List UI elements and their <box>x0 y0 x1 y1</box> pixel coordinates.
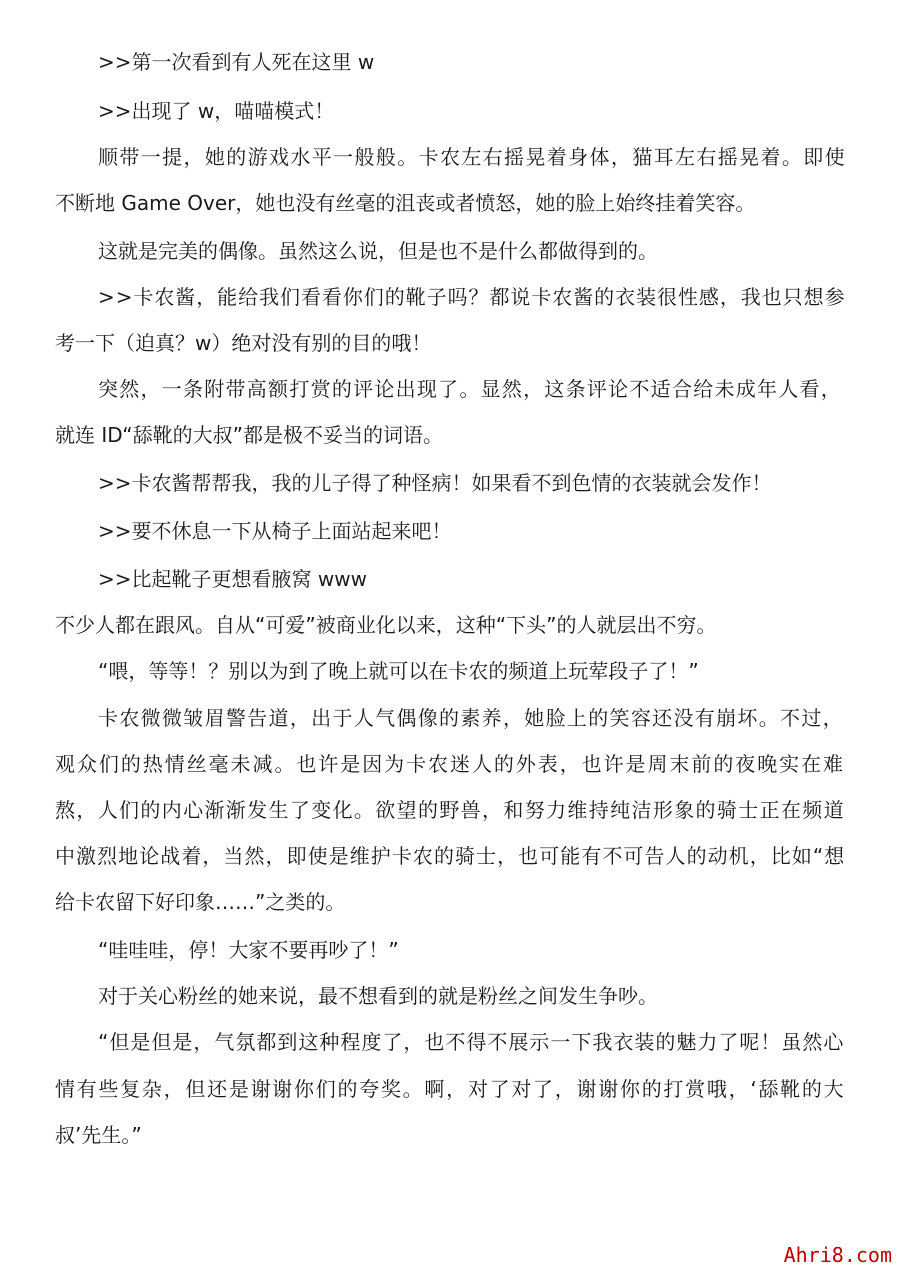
text-line: 给卡农留下好印象……”之类的。 <box>55 890 346 914</box>
text-line: 考一下（迫真？w）绝对没有别的目的哦！ <box>55 331 432 355</box>
text-line: >>比起靴子更想看腋窝 www <box>98 567 367 591</box>
text-line: “哇哇哇，停！大家不要再吵了！” <box>98 938 399 962</box>
text-line: 中激烈地论战着，当然，即使是维护卡农的骑士，也可能有不可告人的动机，比如“想 <box>55 844 846 868</box>
text-line: “但是但是，气氛都到这种程度了，也不得不展示一下我衣装的魅力了呢！虽然心 <box>98 1030 845 1054</box>
text-line: 叔’先生。” <box>55 1123 142 1147</box>
text-line: >>出现了 w，喵喵模式！ <box>98 99 335 123</box>
text-line: 卡农微微皱眉警告道，出于人气偶像的素养，她脸上的笑容还没有崩坏。不过， <box>98 706 844 730</box>
text-line: “喂，等等！？别以为到了晚上就可以在卡农的频道上玩荤段子了！” <box>98 659 699 683</box>
text-line: >>卡农酱，能给我们看看你们的靴子吗？都说卡农酱的衣装很性感，我也只想参 <box>98 285 846 309</box>
text-line: >>要不休息一下从椅子上面站起来吧！ <box>98 519 452 543</box>
text-line: 就连 ID“舔靴的大叔”都是极不妥当的词语。 <box>55 423 443 447</box>
text-line: 顺带一提，她的游戏水平一般般。卡农左右摇晃着身体，猫耳左右摇晃着。即使 <box>98 145 846 169</box>
text-line: 突然，一条附带高额打赏的评论出现了。显然，这条评论不适合给未成年人看， <box>98 377 842 401</box>
text-line: 观众们的热情丝毫未减。也许是因为卡农迷人的外表，也许是周末前的夜晚实在难 <box>55 752 845 776</box>
text-line: >>卡农酱帮帮我，我的儿子得了种怪病！如果看不到色情的衣装就会发作！ <box>98 471 772 495</box>
text-line: 不少人都在跟风。自从“可爱”被商业化以来，这种“下头”的人就层出不穷。 <box>55 613 717 637</box>
text-line: 不断地 Game Over，她也没有丝毫的沮丧或者愤怒，她的脸上始终挂着笑容。 <box>55 191 756 215</box>
text-line: 情有些复杂，但还是谢谢你们的夸奖。啊，对了对了，谢谢你的打赏哦，‘舔靴的大 <box>55 1077 846 1101</box>
watermark: Ahri8.com <box>783 1243 892 1267</box>
text-line: 熬，人们的内心渐渐发生了变化。欲望的野兽，和努力维持纯洁形象的骑士正在频道 <box>55 798 845 822</box>
text-line: >>第一次看到有人死在这里 w <box>98 50 375 74</box>
text-line: 对于关心粉丝的她来说，最不想看到的就是粉丝之间发生争吵。 <box>98 984 658 1008</box>
text-line: 这就是完美的偶像。虽然这么说，但是也不是什么都做得到的。 <box>98 239 658 263</box>
